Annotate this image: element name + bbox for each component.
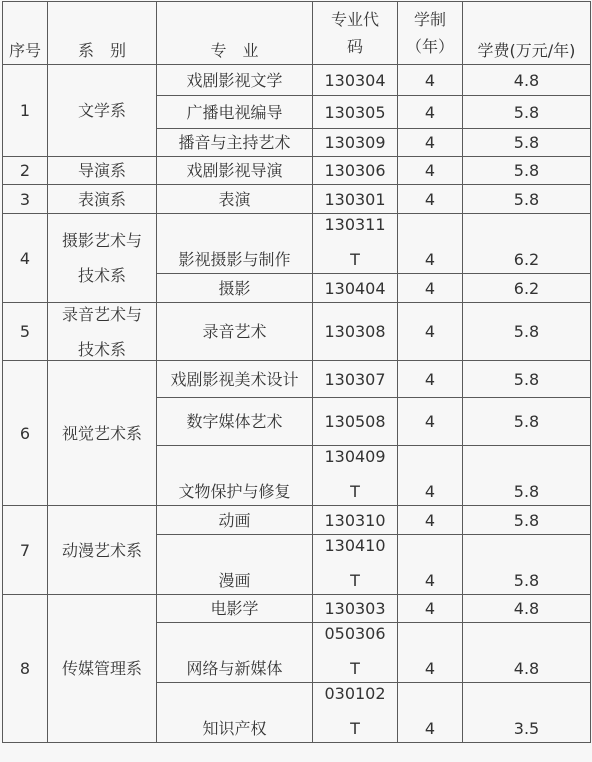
years-cell [398,129,463,157]
table-row [3,185,591,214]
cell-line: 130308 [324,322,386,341]
header-row [3,2,591,65]
years-cell [398,535,463,595]
cell-line: 2 [19,161,31,180]
cell-line: 4 [424,322,436,341]
cell-line: 5.8 [513,189,540,209]
major-cell [157,96,313,129]
cell-line: 4 [424,510,436,530]
group-dept [48,157,157,185]
years-cell [398,446,463,506]
cell-line: 4.8 [513,659,540,678]
cell-line: 5.8 [513,322,540,341]
cell-line: 7 [19,540,31,560]
years-cell [398,274,463,303]
major-cell [157,157,313,185]
cell-line: 视觉艺术系 [61,423,142,443]
code-cell [313,65,398,96]
group-index [3,303,48,361]
cell-line: 130311 [324,215,386,234]
cell-line: 130306 [324,161,386,180]
cell-line: 130301 [324,189,386,209]
major-cell [157,506,313,535]
fee-cell [463,361,591,398]
cell-line: 4 [424,161,436,180]
cell-line: T [350,719,360,738]
years-cell [398,623,463,683]
fee-cell [463,398,591,446]
group-dept [48,361,157,506]
major-cell [157,303,313,361]
cell-line: 3.5 [513,719,540,738]
group-index [3,214,48,303]
cell-line: 4 [424,278,436,298]
cell-line: 广播电视编导 [186,102,283,122]
years-cell [398,595,463,623]
years-cell [398,96,463,129]
cell-line: 5.8 [513,510,540,530]
cell-line: 摄影 [218,278,251,298]
cell-line: 6 [19,423,31,443]
cell-line: 130304 [324,70,386,90]
code-cell [313,398,398,446]
cell-line: 130307 [324,369,386,389]
cell-line: 1 [19,101,31,120]
major-cell [157,398,313,446]
major-cell [157,595,313,623]
group-dept [48,185,157,214]
group-dept [48,65,157,157]
cell-line: 动画 [218,510,251,530]
fee-cell [463,274,591,303]
years-cell [398,683,463,743]
cell-line: 4 [424,719,436,738]
code-cell [313,595,398,623]
cell-line: 漫画 [218,571,251,590]
code-cell [313,157,398,185]
major-cell [157,683,313,743]
cell-line: 影视摄影与制作 [178,250,291,269]
fee-cell [463,303,591,361]
cell-line: 130305 [324,102,386,122]
tuition-table [2,1,591,743]
major-cell [157,65,313,96]
header-major: 专 业 [157,2,313,65]
cell-line: 摄影艺术与 [61,231,142,250]
cell-line: 4 [424,482,436,501]
cell-line: 技术系 [77,339,126,359]
years-cell [398,506,463,535]
group-index [3,157,48,185]
major-cell [157,185,313,214]
cell-line: 5.8 [513,571,540,590]
fee-cell [463,595,591,623]
cell-line: 技术系 [77,266,126,285]
cell-line: 4.8 [513,70,540,90]
table-row [3,595,591,623]
fee-cell [463,446,591,506]
cell-line: 网络与新媒体 [186,659,283,678]
cell-line: 戏剧影视导演 [186,161,283,180]
fee-cell [463,683,591,743]
code-cell [313,506,398,535]
cell-line: 130303 [324,599,386,618]
cell-line: T [350,659,360,678]
cell-line: 130508 [324,412,386,431]
group-index [3,65,48,157]
table-row [3,361,591,398]
cell-line: 4 [424,599,436,618]
fee-cell [463,623,591,683]
cell-line: 5.8 [513,161,540,180]
group-index [3,361,48,506]
cell-line: 播音与主持艺术 [178,133,291,152]
cell-line: 4 [19,248,31,268]
cell-line: 130410 [324,536,386,555]
fee-cell [463,129,591,157]
cell-line: 戏剧影视美术设计 [170,369,299,389]
table-row [3,157,591,185]
years-cell [398,361,463,398]
cell-line: 4 [424,70,436,90]
header-index: 序号 [3,2,48,65]
years-cell [398,185,463,214]
code-cell [313,361,398,398]
code-cell [313,535,398,595]
cell-line: 戏剧影视文学 [186,70,283,90]
group-dept [48,595,157,743]
code-cell [313,303,398,361]
fee-cell [463,185,591,214]
years-cell [398,398,463,446]
cell-line: 5.8 [513,412,540,431]
cell-line: 130409 [324,447,386,466]
cell-line: 4 [424,189,436,209]
group-index [3,595,48,743]
cell-line: 5.8 [513,102,540,122]
years-cell [398,65,463,96]
code-cell [313,96,398,129]
cell-line: 4 [424,369,436,389]
fee-cell [463,157,591,185]
fee-cell [463,535,591,595]
cell-line: 录音艺术 [202,322,267,341]
code-cell [313,214,398,274]
cell-line: T [350,482,360,501]
cell-line: 录音艺术与 [61,304,142,324]
major-cell [157,129,313,157]
code-cell [313,274,398,303]
cell-line: 130404 [324,278,386,298]
major-cell [157,274,313,303]
major-cell [157,535,313,595]
years-cell [398,303,463,361]
cell-line: 3 [19,189,31,209]
cell-line: T [350,571,360,590]
fee-cell [463,65,591,96]
cell-line: T [350,250,360,269]
cell-line: 4 [424,102,436,122]
table-row [3,65,591,96]
fee-cell [463,96,591,129]
cell-line: 6.2 [513,278,540,298]
years-cell [398,157,463,185]
major-cell [157,361,313,398]
fee-cell [463,214,591,274]
table-row [3,506,591,535]
cell-line: 表演 [218,189,251,209]
cell-line: 4 [424,659,436,678]
cell-line: 传媒管理系 [61,659,142,678]
cell-line: 电影学 [210,599,259,618]
group-dept [48,214,157,303]
cell-line: 050306 [324,624,386,643]
cell-line: 导演系 [77,161,126,180]
cell-line: 5.8 [513,482,540,501]
fee-cell [463,506,591,535]
cell-line: 6.2 [513,250,540,269]
group-dept [48,506,157,595]
cell-line: 4 [424,412,436,431]
cell-line: 8 [19,659,31,678]
header-code: 专业代 码 [313,2,398,65]
code-cell [313,185,398,214]
header-dept: 系 别 [48,2,157,65]
group-index [3,185,48,214]
cell-line: 4 [424,133,436,152]
cell-line: 130310 [324,510,386,530]
code-cell [313,683,398,743]
code-cell [313,623,398,683]
years-cell [398,214,463,274]
cell-line: 4 [424,571,436,590]
cell-line: 4 [424,250,436,269]
group-index [3,506,48,595]
table-row [3,303,591,361]
cell-line: 文物保护与修复 [178,482,291,501]
cell-line: 4.8 [513,599,540,618]
cell-line: 130309 [324,133,386,152]
cell-line: 5.8 [513,369,540,389]
major-cell [157,214,313,274]
header-years: 学制 （年） [398,2,463,65]
code-cell [313,129,398,157]
major-cell [157,623,313,683]
cell-line: 表演系 [77,189,126,209]
header-fee: 学费(万元/年) [463,2,591,65]
cell-line: 知识产权 [202,719,267,738]
code-cell [313,446,398,506]
cell-line: 文学系 [77,101,126,120]
table-row [3,214,591,274]
cell-line: 5.8 [513,133,540,152]
major-cell [157,446,313,506]
cell-line: 数字媒体艺术 [186,412,283,431]
cell-line: 动漫艺术系 [61,540,142,560]
cell-line: 030102 [324,684,386,703]
group-dept [48,303,157,361]
cell-line: 5 [19,322,31,341]
